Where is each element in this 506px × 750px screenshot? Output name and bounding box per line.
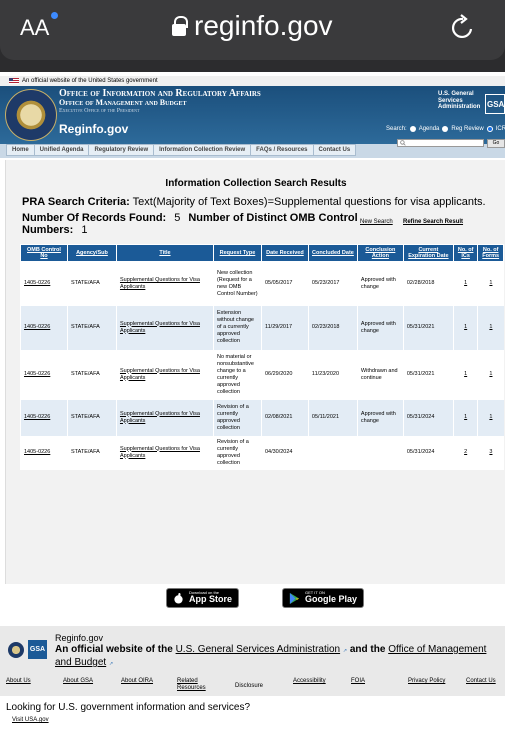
agency-line-1: Office of Information and Regulatory Affairs [59, 88, 261, 99]
criteria-value: Text(Majority of Text Boxes)=Supplemental questions for visa applicants. [132, 196, 486, 208]
col-no-of-ics[interactable]: No. of ICs [453, 245, 478, 262]
external-link-icon: ↗ [342, 648, 348, 654]
notification-dot-icon [51, 12, 58, 19]
expiration-date-cell: 05/31/2021 [403, 350, 453, 400]
us-flag-icon [9, 78, 19, 84]
footer-link-about-us[interactable]: About Us [6, 678, 31, 684]
concluded-date-cell [308, 436, 357, 470]
omb-control-link[interactable]: 1405-0226 [21, 262, 68, 306]
table-header-row [21, 245, 504, 262]
google-play-small-text: GET IT ON [305, 590, 325, 595]
presidential-seal-icon[interactable] [5, 89, 57, 141]
site-header [0, 86, 505, 144]
ics-count-link[interactable]: 1 [453, 306, 478, 350]
footer-link-related-resources[interactable]: Related Resources [177, 678, 206, 691]
gov-banner-text: An official website of the United States government [22, 78, 158, 84]
app-store-badge[interactable] [166, 588, 239, 608]
omb-control-link[interactable]: 1405-0226 [21, 400, 68, 436]
footer-link-about-oira[interactable]: About OIRA [121, 678, 154, 684]
col-current-expiration-date[interactable]: Current Expiration Date [403, 245, 453, 262]
search-icon [400, 140, 406, 146]
agency-line-2: Office of Management and Budget [59, 98, 187, 107]
table-row [21, 262, 504, 306]
table-row [21, 400, 504, 436]
col-concluded-date[interactable]: Concluded Date [308, 245, 357, 262]
gsa-admin-line: Administration [438, 104, 481, 110]
visit-usa-gov-link[interactable]: Visit USA.gov [12, 717, 49, 723]
request-type-cell: Revision of a currently approved collection [213, 400, 261, 436]
radio-label: Reg Review [451, 126, 484, 132]
col-no-of-forms[interactable]: No. of Forms [478, 245, 504, 262]
nav-information-collection-review[interactable]: Information Collection Review [154, 145, 251, 155]
search-label: Search: [386, 126, 407, 132]
google-play-icon [289, 593, 300, 604]
agency-title[interactable] [59, 89, 261, 116]
found-label: Number Of Records Found: [22, 212, 167, 224]
omb-control-link[interactable]: 1405-0226 [21, 436, 68, 470]
nav-regulatory-review[interactable]: Regulatory Review [89, 145, 154, 155]
gsa-admin-line: Services [438, 97, 463, 104]
forms-count-link[interactable]: 1 [478, 262, 504, 306]
agency-cell: STATE/AFA [67, 262, 116, 306]
gsa-admin-text [438, 91, 480, 111]
found-value: 5 [174, 212, 181, 224]
table-row [21, 350, 504, 400]
forms-count-link[interactable]: 3 [478, 436, 504, 470]
forms-count-link[interactable]: 1 [478, 400, 504, 436]
conclusion-action-cell: Approved with change [357, 400, 403, 436]
gsa-link[interactable]: U.S. General Services Administration [175, 644, 341, 655]
radio-agenda[interactable] [410, 126, 416, 132]
text-size-button[interactable]: AA [20, 15, 50, 40]
go-button[interactable]: Go [487, 139, 505, 148]
expiration-date-cell: 02/28/2018 [403, 262, 453, 306]
reload-icon[interactable] [450, 12, 476, 42]
google-play-badge[interactable] [282, 588, 364, 608]
official-prefix: An official website of the [55, 644, 173, 655]
records-found [22, 212, 362, 236]
footer-site-name: Reginfo.gov [55, 633, 104, 643]
conclusion-action-cell: Approved with change [357, 262, 403, 306]
and-the-text: and the [349, 644, 386, 655]
results-table [20, 244, 504, 470]
looking-for-text: Looking for U.S. government information and services? [6, 702, 251, 713]
apple-icon [173, 593, 184, 604]
title-link[interactable]: Supplemental Questions for Visa Applicants [116, 350, 213, 400]
col-conclusion-action[interactable]: Conclusion Action [357, 245, 403, 262]
footer-links [0, 678, 505, 694]
gsa-logo[interactable]: GSA [485, 94, 505, 114]
expiration-date-cell: 05/31/2024 [403, 400, 453, 436]
title-link[interactable]: Supplemental Questions for Visa Applicants [116, 306, 213, 350]
footer-official-statement [55, 644, 503, 670]
gsa-admin-line: U.S. General [438, 91, 474, 97]
footer-link-disclosure[interactable]: Disclosure [235, 683, 264, 689]
app-store-text: App Store [189, 594, 233, 604]
request-type-cell: Extension without change of a currently approved collection [213, 306, 261, 350]
search-input[interactable] [397, 139, 484, 147]
col-title[interactable]: Title [116, 245, 213, 262]
url-text: reginfo.gov [194, 10, 333, 41]
concluded-date-cell: 05/23/2017 [308, 262, 357, 306]
radio-label: Agenda [418, 126, 440, 132]
site-footer [0, 626, 505, 750]
radio-label: ICR [495, 126, 506, 132]
col-request-type[interactable]: Request Type [213, 245, 261, 262]
site-name[interactable]: Reginfo.gov [59, 122, 129, 136]
request-type-cell: Revision of a currently approved collection [213, 436, 261, 470]
nav-faqs-resources[interactable]: FAQs / Resources [251, 145, 313, 155]
date-received-cell: 04/30/2024 [261, 436, 308, 470]
nav-home[interactable]: Home [7, 145, 35, 155]
gov-banner [0, 76, 505, 86]
omb-link[interactable]: Office of Management and Budget [55, 644, 487, 668]
omb-control-link[interactable]: 1405-0226 [21, 350, 68, 400]
date-received-cell: 11/29/2017 [261, 306, 308, 350]
new-search-link[interactable]: New Search [360, 219, 393, 225]
criteria-label: PRA Search Criteria: [22, 196, 130, 208]
browser-chrome [0, 0, 505, 72]
distinct-value: 1 [81, 224, 88, 236]
agency-cell: STATE/AFA [67, 306, 116, 350]
ics-count-link[interactable]: 2 [453, 436, 478, 470]
footer-link-foia[interactable]: FOIA [351, 678, 366, 684]
title-link[interactable]: Supplemental Questions for Visa Applicants [116, 262, 213, 306]
forms-count-link[interactable]: 1 [478, 306, 504, 350]
col-omb-control-no[interactable]: OMB Control No [21, 245, 68, 262]
col-date-received[interactable]: Date Received [261, 245, 308, 262]
agency-cell: STATE/AFA [67, 436, 116, 470]
forms-count-link[interactable]: 1 [478, 350, 504, 400]
footer-link-about-gsa[interactable]: About GSA [63, 678, 94, 684]
agency-cell: STATE/AFA [67, 350, 116, 400]
table-row [21, 306, 504, 350]
distinct-label: Number of Distinct OMB Control Numbers: [22, 212, 358, 236]
conclusion-action-cell: Approved with change [357, 306, 403, 350]
page-title: Information Collection Search Results [165, 178, 347, 189]
footer-link-accessibility[interactable]: Accessibility [293, 678, 326, 684]
radio-icr[interactable] [487, 126, 493, 132]
footer-gsa-logo[interactable]: GSA [28, 640, 47, 659]
google-play-text: Google Play [305, 594, 358, 604]
concluded-date-cell: 05/11/2021 [308, 400, 357, 436]
external-link-icon: ↗ [108, 661, 114, 667]
concluded-date-cell: 02/23/2018 [308, 306, 357, 350]
agency-cell: STATE/AFA [67, 400, 116, 436]
date-received-cell: 02/08/2021 [261, 400, 308, 436]
omb-control-link[interactable]: 1405-0226 [21, 306, 68, 350]
main-content [5, 160, 505, 584]
title-link[interactable]: Supplemental Questions for Visa Applicants [116, 400, 213, 436]
usa-gov-section [0, 696, 505, 750]
agency-line-3: Executive Office of the President [59, 108, 140, 114]
nav-contact-us[interactable]: Contact Us [318, 147, 351, 153]
radio-reg-review[interactable] [442, 126, 448, 132]
url-field[interactable] [172, 10, 333, 42]
request-type-cell: New collection (Request for a new OMB Control Number) [213, 262, 261, 306]
nav-unified-agenda[interactable]: Unified Agenda [35, 145, 90, 155]
date-received-cell: 05/05/2017 [261, 262, 308, 306]
address-bar[interactable] [0, 0, 505, 60]
ics-count-link[interactable]: 1 [453, 350, 478, 400]
footer-link-privacy-policy[interactable]: Privacy Policy [408, 678, 446, 684]
main-nav [6, 144, 356, 156]
concluded-date-cell: 11/23/2020 [308, 350, 357, 400]
expiration-date-cell: 05/31/2021 [403, 306, 453, 350]
ics-count-link[interactable]: 1 [453, 262, 478, 306]
refine-search-link[interactable]: Refine Search Result [403, 219, 464, 225]
expiration-date-cell: 05/31/2024 [403, 436, 453, 470]
request-type-cell: No material or nonsubstantive change to a currently approved collection [213, 350, 261, 400]
ics-count-link[interactable]: 1 [453, 400, 478, 436]
footer-seal-icon[interactable] [8, 642, 24, 658]
lock-icon [172, 16, 186, 36]
search-criteria [22, 196, 486, 208]
conclusion-action-cell: Withdrawn and continue [357, 350, 403, 400]
table-row [21, 436, 504, 470]
date-received-cell: 06/29/2020 [261, 350, 308, 400]
title-link[interactable]: Supplemental Questions for Visa Applicants [116, 436, 213, 470]
col-agency-sub[interactable]: Agency/Sub [67, 245, 116, 262]
footer-link-contact-us[interactable]: Contact Us [466, 678, 496, 684]
conclusion-action-cell [357, 436, 403, 470]
search-scope [386, 126, 506, 132]
app-store-small-text: Download on the [189, 590, 220, 595]
